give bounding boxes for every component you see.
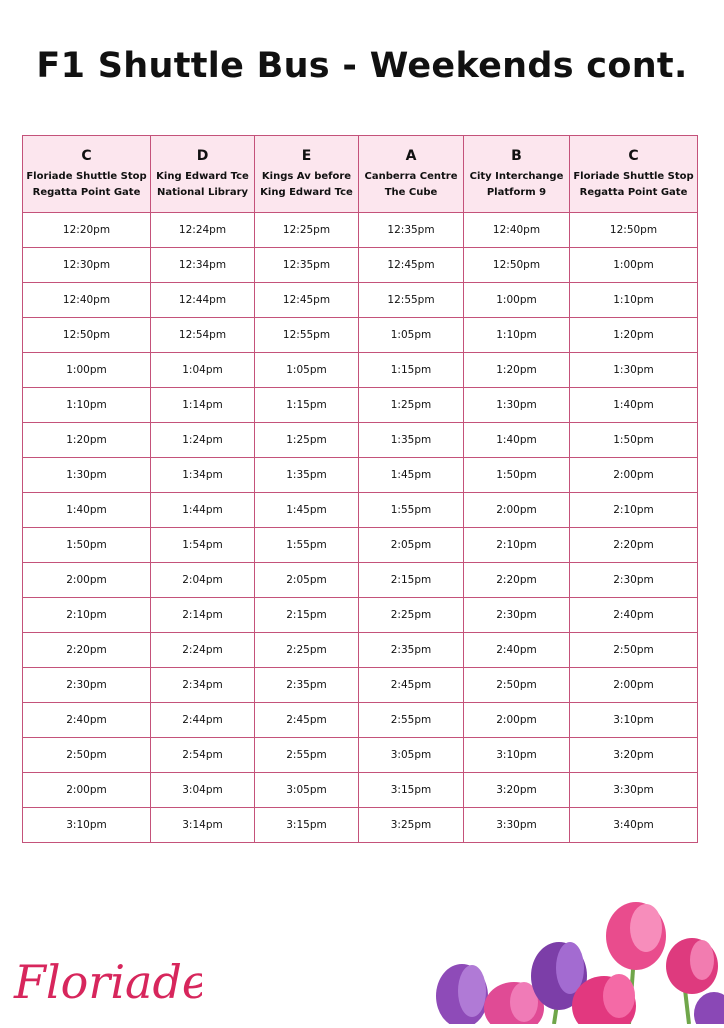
time-cell: 2:40pm	[570, 598, 698, 633]
time-cell: 1:55pm	[359, 493, 464, 528]
time-cell: 2:50pm	[464, 668, 570, 703]
table-row	[23, 248, 698, 283]
time-cell: 2:00pm	[570, 668, 698, 703]
time-cell: 3:20pm	[570, 738, 698, 773]
time-cell: 2:25pm	[359, 598, 464, 633]
time-cell: 1:34pm	[151, 458, 255, 493]
table-row	[23, 738, 698, 773]
time-cell: 2:25pm	[255, 633, 359, 668]
time-cell: 2:40pm	[23, 703, 151, 738]
time-cell: 3:15pm	[359, 773, 464, 808]
timetable-header	[23, 136, 698, 213]
time-cell: 2:45pm	[359, 668, 464, 703]
time-cell: 3:40pm	[570, 808, 698, 843]
time-cell: 1:35pm	[359, 423, 464, 458]
time-cell: 1:50pm	[570, 423, 698, 458]
time-cell: 1:00pm	[464, 283, 570, 318]
time-cell: 3:05pm	[359, 738, 464, 773]
table-row	[23, 318, 698, 353]
table-row	[23, 563, 698, 598]
timetable-body	[23, 213, 698, 843]
stop-location: King Edward Tce	[260, 186, 353, 198]
time-cell: 2:05pm	[255, 563, 359, 598]
time-cell: 2:50pm	[23, 738, 151, 773]
table-row	[23, 493, 698, 528]
time-cell: 1:25pm	[255, 423, 359, 458]
table-row	[23, 423, 698, 458]
time-cell: 2:50pm	[570, 633, 698, 668]
stop-name: King Edward Tce	[156, 170, 249, 182]
time-cell: 1:04pm	[151, 353, 255, 388]
time-cell: 2:00pm	[23, 773, 151, 808]
time-cell: 1:30pm	[570, 353, 698, 388]
column-header	[255, 136, 359, 213]
time-cell: 1:20pm	[570, 318, 698, 353]
time-cell: 12:44pm	[151, 283, 255, 318]
stop-name: Kings Av before	[261, 170, 352, 182]
time-cell: 3:10pm	[23, 808, 151, 843]
time-cell: 1:30pm	[23, 458, 151, 493]
time-cell: 1:15pm	[359, 353, 464, 388]
time-cell: 3:20pm	[464, 773, 570, 808]
time-cell: 2:04pm	[151, 563, 255, 598]
time-cell: 1:35pm	[255, 458, 359, 493]
stop-name: Floriade Shuttle Stop	[26, 170, 147, 182]
time-cell: 1:45pm	[359, 458, 464, 493]
time-cell: 1:14pm	[151, 388, 255, 423]
floriade-logo-icon	[12, 948, 202, 1014]
time-cell: 2:40pm	[464, 633, 570, 668]
stop-code: A	[405, 147, 417, 164]
time-cell: 12:55pm	[359, 283, 464, 318]
table-row	[23, 283, 698, 318]
stop-location: The Cube	[384, 186, 438, 198]
time-cell: 12:35pm	[359, 213, 464, 248]
time-cell: 1:45pm	[255, 493, 359, 528]
time-cell: 1:15pm	[255, 388, 359, 423]
time-cell: 3:10pm	[464, 738, 570, 773]
table-row	[23, 808, 698, 843]
table-row	[23, 703, 698, 738]
stop-code: E	[301, 147, 312, 164]
time-cell: 3:30pm	[464, 808, 570, 843]
stop-location: National Library	[156, 186, 249, 198]
time-cell: 1:05pm	[255, 353, 359, 388]
time-cell: 2:30pm	[464, 598, 570, 633]
column-header	[23, 136, 151, 213]
time-cell: 2:15pm	[359, 563, 464, 598]
time-cell: 3:04pm	[151, 773, 255, 808]
time-cell: 2:05pm	[359, 528, 464, 563]
time-cell: 1:55pm	[255, 528, 359, 563]
time-cell: 1:25pm	[359, 388, 464, 423]
column-header	[151, 136, 255, 213]
stop-code: C	[628, 147, 639, 164]
time-cell: 2:24pm	[151, 633, 255, 668]
time-cell: 2:35pm	[255, 668, 359, 703]
time-cell: 3:10pm	[570, 703, 698, 738]
time-cell: 1:00pm	[23, 353, 151, 388]
time-cell: 12:34pm	[151, 248, 255, 283]
stop-name: City Interchange	[469, 170, 564, 182]
time-cell: 1:40pm	[23, 493, 151, 528]
table-row	[23, 458, 698, 493]
time-cell: 1:44pm	[151, 493, 255, 528]
time-cell: 2:14pm	[151, 598, 255, 633]
time-cell: 12:50pm	[570, 213, 698, 248]
time-cell: 2:55pm	[359, 703, 464, 738]
time-cell: 3:25pm	[359, 808, 464, 843]
time-cell: 3:14pm	[151, 808, 255, 843]
time-cell: 2:00pm	[464, 493, 570, 528]
time-cell: 2:30pm	[23, 668, 151, 703]
stop-location: Platform 9	[486, 186, 547, 198]
time-cell: 3:05pm	[255, 773, 359, 808]
time-cell: 3:30pm	[570, 773, 698, 808]
column-header	[359, 136, 464, 213]
time-cell: 2:55pm	[255, 738, 359, 773]
time-cell: 1:10pm	[570, 283, 698, 318]
time-cell: 12:25pm	[255, 213, 359, 248]
table-row	[23, 213, 698, 248]
table-row	[23, 773, 698, 808]
table-row	[23, 388, 698, 423]
time-cell: 12:40pm	[23, 283, 151, 318]
time-cell: 2:15pm	[255, 598, 359, 633]
time-cell: 1:30pm	[464, 388, 570, 423]
stop-location: Regatta Point Gate	[32, 186, 141, 198]
time-cell: 1:40pm	[464, 423, 570, 458]
table-row	[23, 528, 698, 563]
time-cell: 12:30pm	[23, 248, 151, 283]
time-cell: 2:20pm	[464, 563, 570, 598]
timetable	[22, 135, 698, 843]
time-cell: 12:50pm	[464, 248, 570, 283]
time-cell: 12:20pm	[23, 213, 151, 248]
time-cell: 2:20pm	[23, 633, 151, 668]
page-title: F1 Shuttle Bus - Weekends cont.	[36, 46, 688, 86]
time-cell: 2:54pm	[151, 738, 255, 773]
time-cell: 2:10pm	[464, 528, 570, 563]
stop-code: C	[81, 147, 92, 164]
time-cell: 2:45pm	[255, 703, 359, 738]
time-cell: 1:00pm	[570, 248, 698, 283]
time-cell: 12:24pm	[151, 213, 255, 248]
time-cell: 3:15pm	[255, 808, 359, 843]
stop-code: B	[511, 147, 522, 164]
time-cell: 1:20pm	[23, 423, 151, 458]
table-row	[23, 353, 698, 388]
time-cell: 2:00pm	[570, 458, 698, 493]
time-cell: 2:34pm	[151, 668, 255, 703]
time-cell: 2:10pm	[570, 493, 698, 528]
time-cell: 1:50pm	[23, 528, 151, 563]
column-header	[464, 136, 570, 213]
time-cell: 12:45pm	[255, 283, 359, 318]
time-cell: 2:10pm	[23, 598, 151, 633]
time-cell: 2:30pm	[570, 563, 698, 598]
time-cell: 1:05pm	[359, 318, 464, 353]
time-cell: 2:44pm	[151, 703, 255, 738]
time-cell: 1:20pm	[464, 353, 570, 388]
time-cell: 1:10pm	[23, 388, 151, 423]
floriade-logo	[12, 948, 202, 1018]
time-cell: 1:54pm	[151, 528, 255, 563]
time-cell: 2:00pm	[464, 703, 570, 738]
time-cell: 1:40pm	[570, 388, 698, 423]
stop-name: Canberra Centre	[364, 170, 458, 182]
column-header	[570, 136, 698, 213]
stop-location: Regatta Point Gate	[579, 186, 688, 198]
header-row	[23, 136, 698, 213]
tulips-illustration	[424, 896, 724, 1028]
stop-code: D	[196, 147, 209, 164]
tulips-icon	[424, 896, 724, 1024]
time-cell: 12:54pm	[151, 318, 255, 353]
time-cell: 12:50pm	[23, 318, 151, 353]
logo-text: Floriade	[14, 955, 202, 1009]
time-cell: 12:35pm	[255, 248, 359, 283]
time-cell: 1:50pm	[464, 458, 570, 493]
stop-name: Floriade Shuttle Stop	[573, 170, 694, 182]
table-row	[23, 633, 698, 668]
time-cell: 2:20pm	[570, 528, 698, 563]
table-row	[23, 598, 698, 633]
table-row	[23, 668, 698, 703]
time-cell: 12:55pm	[255, 318, 359, 353]
time-cell: 12:40pm	[464, 213, 570, 248]
time-cell: 2:35pm	[359, 633, 464, 668]
time-cell: 12:45pm	[359, 248, 464, 283]
time-cell: 2:00pm	[23, 563, 151, 598]
time-cell: 1:10pm	[464, 318, 570, 353]
time-cell: 1:24pm	[151, 423, 255, 458]
